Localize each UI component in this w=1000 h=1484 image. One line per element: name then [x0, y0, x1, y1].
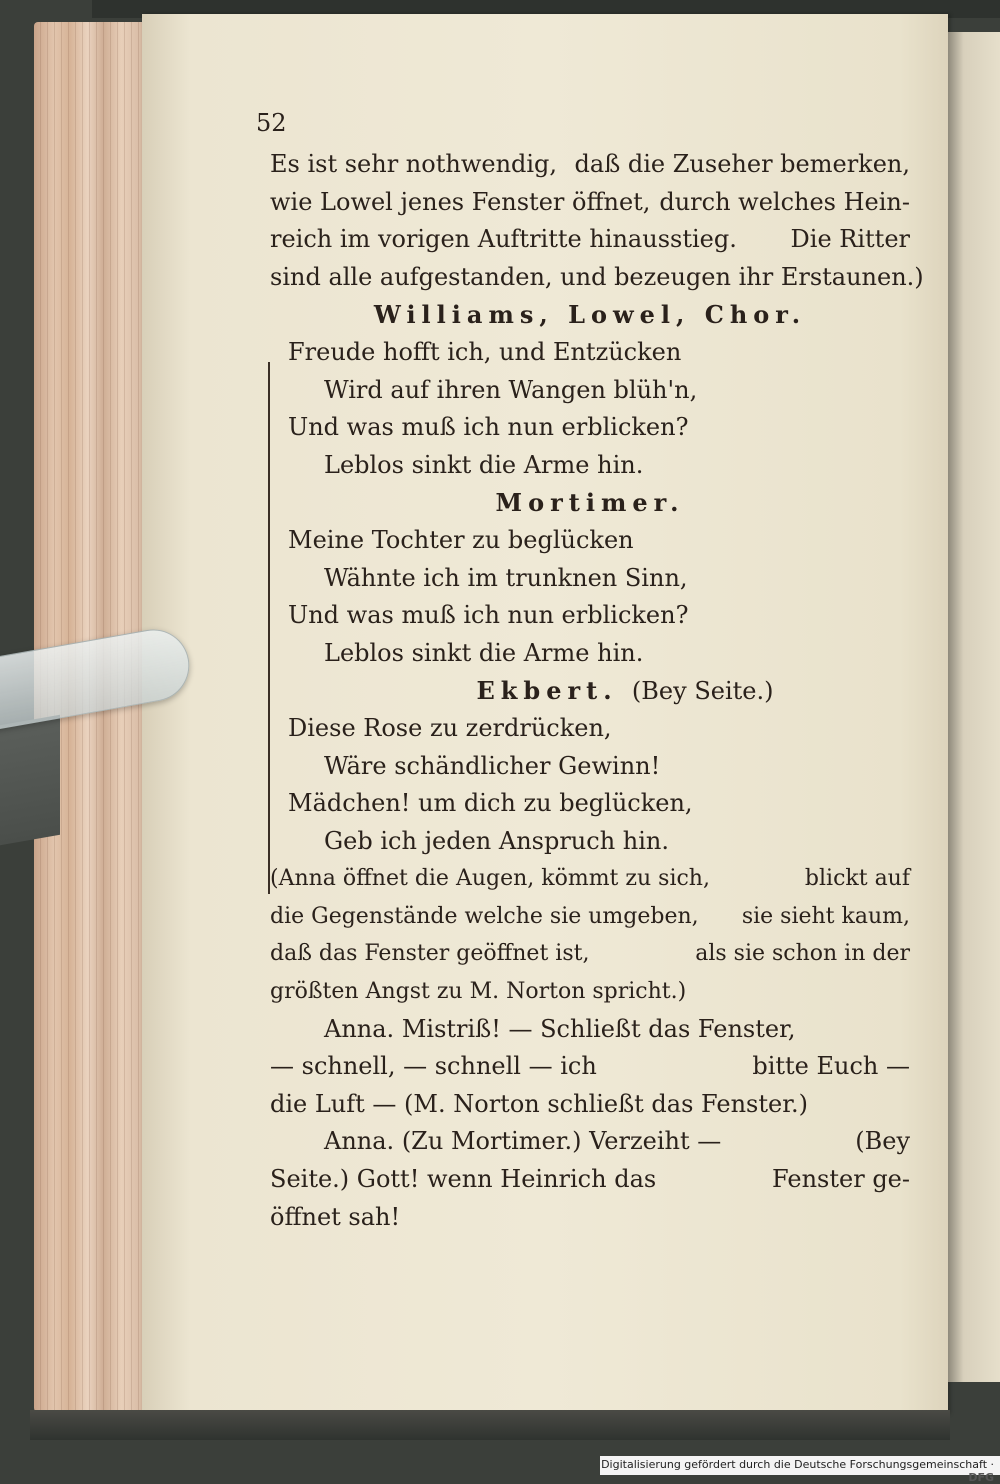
verse-line: Diese Rose zu zerdrücken, [288, 713, 612, 742]
verse-line: Wähnte ich im trunknen Sinn, [324, 563, 688, 592]
facing-page-edge [948, 32, 1000, 1382]
text-segment: Es ist sehr nothwendig, [270, 150, 558, 178]
text-line [270, 221, 910, 259]
dialogue-line [270, 1199, 910, 1237]
scan-bottom-shadow [30, 1410, 950, 1440]
text-segment: bitte Euch — [752, 1052, 910, 1081]
verse-mortimer [270, 522, 910, 672]
text-line [270, 860, 910, 898]
text-line [270, 898, 910, 936]
dialogue-line [270, 1086, 910, 1124]
text-segment: reich im vorigen Auftritte hinausstieg. [270, 225, 737, 254]
speaker-heading-mortimer: Mortimer. [495, 488, 685, 518]
text-segment: größten Angst zu M. Norton spricht.) [270, 979, 687, 1005]
text-segment: öffnet sah! [270, 1202, 401, 1231]
text-segment: (Anna öffnet die Augen, kömmt zu sich, [270, 866, 710, 892]
text-segment: Die Ritter [790, 225, 910, 254]
text-line [270, 973, 910, 1011]
text-segment: wie Lowel jenes Fenster öffnet, [270, 187, 651, 216]
text-line [270, 935, 910, 973]
verse-line: Mädchen! um dich zu beglücken, [288, 789, 693, 818]
text-segment: Anna. (Zu Mortimer.) Verzeiht — [324, 1127, 722, 1156]
stage-direction [270, 860, 910, 1010]
verse-line: Wäre schändlicher Gewinn! [324, 751, 661, 780]
text-line [270, 259, 924, 297]
verse-trio [270, 334, 910, 484]
text-segment: Anna. Mistriß! — Schließt das Fenster, [324, 1014, 796, 1043]
verse-line: Wird auf ihren Wangen blüh'n, [324, 375, 698, 404]
intro-paragraph [270, 146, 924, 296]
text-segment: daß die Zuseher bemerken, [574, 150, 910, 178]
page-text [256, 100, 924, 1236]
verse-line: Leblos sinkt die Arme hin. [324, 638, 644, 667]
dialogue-line [270, 1011, 910, 1049]
ruler-holder [0, 715, 60, 846]
credit-text: Digitalisierung gefördert durch die Deutsche Forschungsgemeinschaft · [601, 1458, 994, 1471]
text-segment: sind alle aufgestanden, und bezeugen ihr Erstaunen.) [270, 262, 924, 291]
text-segment: als sie schon in der [695, 941, 910, 967]
dialogue-line [270, 1161, 910, 1199]
digitization-credit [600, 1456, 1000, 1484]
text-segment: Fenster ge- [772, 1165, 910, 1194]
text-line [270, 146, 910, 184]
page-number: 52 [256, 109, 287, 137]
dialogue [270, 1011, 910, 1237]
verse-line: Und was muß ich nun erblicken? [288, 601, 689, 630]
verse-line: Meine Tochter zu beglücken [288, 525, 634, 554]
dialogue-line [270, 1123, 910, 1161]
text-segment: — schnell, — schnell — ich [270, 1052, 597, 1081]
speaker-heading-trio: Williams, Lowel, Chor. [373, 300, 807, 330]
text-segment: (Bey [855, 1127, 910, 1156]
text-line [270, 184, 910, 222]
text-segment: durch welches Hein- [659, 187, 910, 216]
text-segment: sie sieht kaum, [741, 903, 910, 929]
verse-line: Freude hofft ich, und Entzücken [288, 337, 682, 366]
text-segment: die Luft — (M. Norton schließt das Fenster.) [270, 1089, 809, 1118]
text-segment: daß das Fenster geöffnet ist, [270, 941, 590, 967]
verse-line: Geb ich jeden Anspruch hin. [324, 826, 670, 855]
stage-aside: (Bey Seite.) [631, 677, 774, 706]
text-segment: Seite.) Gott! wenn Heinrich das [270, 1165, 657, 1194]
dfg-logo: DFG [968, 1471, 994, 1484]
verse-line: Leblos sinkt die Arme hin. [324, 450, 644, 479]
verse-line: Und was muß ich nun erblicken? [288, 413, 689, 442]
dialogue-line [270, 1048, 910, 1086]
text-segment: die Gegenstände welche sie umgeben, [270, 903, 699, 929]
verse-eckbert [270, 710, 910, 860]
speaker-name: Ekbert. [476, 676, 618, 706]
text-segment: blickt auf [804, 866, 910, 892]
speaker-heading-eckbert [270, 672, 910, 710]
